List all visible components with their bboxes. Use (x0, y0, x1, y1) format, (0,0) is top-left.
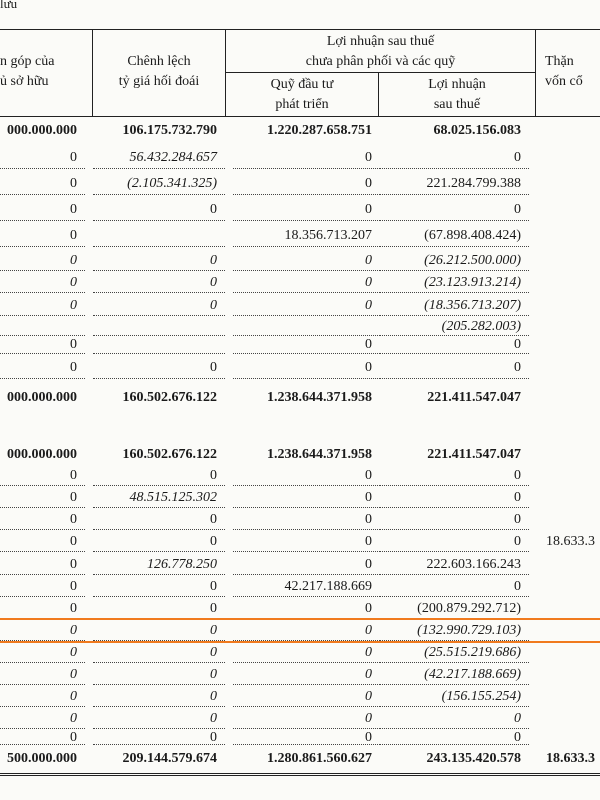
table-cell-c2: 0 (93, 251, 225, 271)
table-cell-c3: 0 (233, 687, 380, 707)
table-cell-c4: (23.123.913.214) (380, 273, 529, 293)
table-cell-c4: (200.879.292.712) (380, 599, 529, 619)
table-cell-c1: 0 (0, 173, 85, 195)
header-line: vốn cổ (545, 74, 583, 89)
table-cell-c1: 500.000.000 (7, 751, 77, 766)
table-cell-c3: 0 (233, 599, 380, 619)
table-cell-c2: 0 (93, 665, 225, 685)
table-cell-c2: 0 (93, 273, 225, 293)
table-cell-c4: 0 (380, 336, 529, 354)
table-cell-c1: 0 (0, 577, 85, 597)
table-cell-c4: 68.025.156.083 (433, 123, 521, 138)
table-row (0, 510, 600, 530)
table-cell-c1: 0 (0, 296, 85, 316)
table-cell-c1: 0 (0, 731, 85, 745)
table-cell-c1: 0 (0, 225, 85, 247)
header-line: Lợi nhuận (428, 77, 486, 92)
table-cell-c4: 221.411.547.047 (427, 447, 521, 462)
table-cell-c4: 221.411.547.047 (427, 390, 521, 405)
table-cell-c1: 0 (0, 466, 85, 486)
table-cell-c1: 0 (0, 665, 85, 685)
table-cell-c3: 0 (233, 555, 380, 575)
table-row (0, 577, 600, 597)
table-cell-c1: 0 (0, 621, 85, 641)
table-cell-c4: 0 (380, 731, 529, 745)
table-cell-c2: 0 (93, 357, 225, 379)
table-cell-c4: 0 (380, 510, 529, 530)
table-cell-c1: 0 (0, 643, 85, 663)
table-cell-c2 (93, 318, 225, 336)
total-rule (0, 773, 600, 774)
table-cell-c1: 000.000.000 (7, 390, 77, 405)
table-cell-c3: 0 (233, 147, 380, 169)
table-cell-c5: 18.633.3 (546, 534, 595, 549)
table-cell-c3: 0 (233, 251, 380, 271)
table-cell-c5 (538, 296, 600, 316)
table-row (0, 599, 600, 619)
header-top-rule (0, 29, 600, 30)
table-row (0, 336, 600, 354)
table-cell-c4: 0 (380, 532, 529, 552)
table-row (0, 225, 600, 247)
header-line: tỷ giá hối đoái (118, 74, 200, 89)
table-row (0, 383, 600, 413)
table-cell-c2: (2.105.341.325) (93, 173, 225, 195)
table-cell-c5 (538, 383, 600, 413)
table-row (0, 273, 600, 293)
highlight-top-line (0, 618, 600, 620)
header-divider (535, 30, 536, 116)
table-cell-c3: 18.356.713.207 (233, 225, 380, 247)
table-cell-c2: 126.778.250 (93, 555, 225, 575)
table-cell-c5 (538, 273, 600, 293)
table-cell-c1: 0 (0, 488, 85, 508)
table-cell-c1: 0 (0, 147, 85, 169)
table-row (0, 731, 600, 745)
table-cell-c5 (538, 488, 600, 508)
table-cell-c5 (538, 199, 600, 221)
table-cell-c2: 0 (93, 577, 225, 597)
table-cell-c1: 0 (0, 357, 85, 379)
header-share-premium (545, 52, 600, 92)
table-cell-c1: 0 (0, 687, 85, 707)
table-cell-c2: 0 (93, 643, 225, 663)
table-cell-c1: 0 (0, 251, 85, 271)
table-cell-c4: (26.212.500.000) (380, 251, 529, 271)
header-exchange-difference (93, 52, 225, 92)
table-cell-c4: 0 (380, 577, 529, 597)
table-row (0, 532, 600, 552)
table-cell-c4: (67.898.408.424) (380, 225, 529, 247)
header-development-fund (226, 75, 378, 115)
table-cell-c3: 0 (233, 510, 380, 530)
header-line: ủ sở hữu (0, 74, 49, 89)
table-cell-c3: 0 (233, 621, 380, 641)
table-cell-c4: (25.515.219.686) (380, 643, 529, 663)
table-cell-c5 (538, 555, 600, 575)
table-cell-c5 (538, 665, 600, 685)
table-row (0, 665, 600, 685)
table-cell-c5 (538, 118, 600, 144)
table-cell-c4: 221.284.799.388 (380, 173, 529, 195)
header-line: Chênh lệch (127, 54, 191, 69)
header-line: chưa phân phối và các quỹ (305, 54, 456, 69)
table-cell-c4: (156.155.254) (380, 687, 529, 707)
table-cell-c2: 0 (93, 709, 225, 729)
table-cell-c4: (42.217.188.669) (380, 665, 529, 685)
table-cell-c3: 1.238.644.371.958 (267, 447, 372, 462)
table-cell-c2: 0 (93, 532, 225, 552)
table-row (0, 555, 600, 575)
table-cell-c2: 0 (93, 687, 225, 707)
table-cell-c3 (233, 318, 380, 336)
table-cell-c5 (538, 225, 600, 247)
table-cell-c2: 106.175.732.790 (122, 123, 217, 138)
table-cell-c2: 0 (93, 296, 225, 316)
header-group-rule (226, 72, 535, 73)
header-line: Quỹ đầu tư (270, 77, 334, 92)
header-line: phát triển (275, 97, 329, 112)
table-cell-c5 (538, 599, 600, 619)
table-cell-c5 (538, 318, 600, 336)
table-cell-c5: 18.633.3 (546, 751, 595, 766)
table-cell-c2: 0 (93, 599, 225, 619)
header-retained-earnings-group (226, 32, 535, 72)
table-cell-c3: 0 (233, 466, 380, 486)
table-cell-c4: (132.990.729.103) (380, 621, 529, 641)
table-cell-c2: 160.502.676.122 (122, 447, 217, 462)
header-profit-after-tax (379, 75, 535, 115)
table-cell-c2: 0 (93, 466, 225, 486)
table-cell-c3: 0 (233, 273, 380, 293)
header-line: Lợi nhuận sau thuế (326, 34, 435, 49)
table-cell-c5 (538, 687, 600, 707)
table-cell-c4: (205.282.003) (380, 318, 529, 336)
table-cell-c4: 0 (380, 147, 529, 169)
table-row (0, 251, 600, 271)
table-cell-c5 (538, 147, 600, 169)
table-cell-c2: 0 (93, 621, 225, 641)
table-row (0, 173, 600, 195)
table-row (0, 747, 600, 771)
table-cell-c1: 0 (0, 199, 85, 221)
header-bottom-rule (0, 116, 600, 117)
table-cell-c3: 0 (233, 709, 380, 729)
table-cell-c4: 0 (380, 466, 529, 486)
table-cell-c2: 160.502.676.122 (122, 390, 217, 405)
table-cell-c5 (538, 577, 600, 597)
table-cell-c1 (0, 318, 85, 336)
highlight-bottom-line (0, 641, 600, 643)
table-cell-c4: 222.603.166.243 (380, 555, 529, 575)
table-cell-c1: 0 (0, 336, 85, 354)
table-cell-c1: 0 (0, 273, 85, 293)
table-row (0, 687, 600, 707)
table-row (0, 357, 600, 379)
table-row (0, 643, 600, 663)
table-cell-c5 (538, 466, 600, 486)
table-cell-c5 (538, 731, 600, 745)
table-cell-c3: 1.280.861.560.627 (267, 751, 372, 766)
table-cell-c2: 48.515.125.302 (93, 488, 225, 508)
table-cell-c2: 0 (93, 199, 225, 221)
table-cell-c3: 0 (233, 665, 380, 685)
header-owner-capital (0, 52, 90, 92)
table-cell-c3: 0 (233, 488, 380, 508)
table-cell-c3: 1.238.644.371.958 (267, 390, 372, 405)
table-cell-c1: 0 (0, 599, 85, 619)
table-cell-c5 (538, 173, 600, 195)
table-cell-c3: 0 (233, 199, 380, 221)
table-cell-c5 (538, 510, 600, 530)
table-row (0, 118, 600, 144)
header-line: n góp của (0, 54, 55, 69)
table-cell-c3: 42.217.188.669 (233, 577, 380, 597)
table-cell-c1: 000.000.000 (7, 123, 77, 138)
table-row (0, 199, 600, 221)
table-cell-c5 (538, 251, 600, 271)
table-cell-c4: 0 (380, 357, 529, 379)
table-cell-c3: 0 (233, 731, 380, 745)
table-cell-c3: 0 (233, 357, 380, 379)
table-cell-c2: 209.144.579.674 (122, 751, 217, 766)
table-cell-c3: 0 (233, 643, 380, 663)
table-cell-c4: (18.356.713.207) (380, 296, 529, 316)
table-row (0, 488, 600, 508)
table-cell-c2 (93, 336, 225, 354)
table-row (0, 621, 600, 641)
table-cell-c1: 0 (0, 555, 85, 575)
table-cell-c3: 0 (233, 532, 380, 552)
table-cell-c2: 56.432.284.657 (93, 147, 225, 169)
table-cell-c1: 0 (0, 532, 85, 552)
table-cell-c3: 0 (233, 296, 380, 316)
table-row (0, 147, 600, 169)
table-cell-c3: 1.220.287.658.751 (267, 123, 372, 138)
table-row (0, 296, 600, 316)
table-row (0, 709, 600, 729)
table-cell-c5 (538, 709, 600, 729)
table-cell-c2 (93, 225, 225, 247)
corner-text: lưu (0, 0, 18, 11)
table-cell-c4: 0 (380, 488, 529, 508)
table-cell-c1: 000.000.000 (7, 447, 77, 462)
table-cell-c1: 0 (0, 510, 85, 530)
header-line: Thặn (545, 54, 574, 69)
table-cell-c3: 0 (233, 173, 380, 195)
table-cell-c5 (538, 357, 600, 379)
table-cell-c5 (538, 643, 600, 663)
table-row (0, 466, 600, 486)
table-cell-c4: 0 (380, 709, 529, 729)
table-cell-c4: 0 (380, 199, 529, 221)
table-row (0, 318, 600, 336)
table-cell-c5 (538, 336, 600, 354)
table-cell-c1: 0 (0, 709, 85, 729)
total-rule (0, 775, 600, 776)
table-cell-c3: 0 (233, 336, 380, 354)
header-line: sau thuế (433, 97, 481, 112)
table-cell-c2: 0 (93, 510, 225, 530)
table-cell-c4: 243.135.420.578 (426, 751, 521, 766)
table-cell-c5 (538, 621, 600, 641)
table-cell-c2: 0 (93, 731, 225, 745)
